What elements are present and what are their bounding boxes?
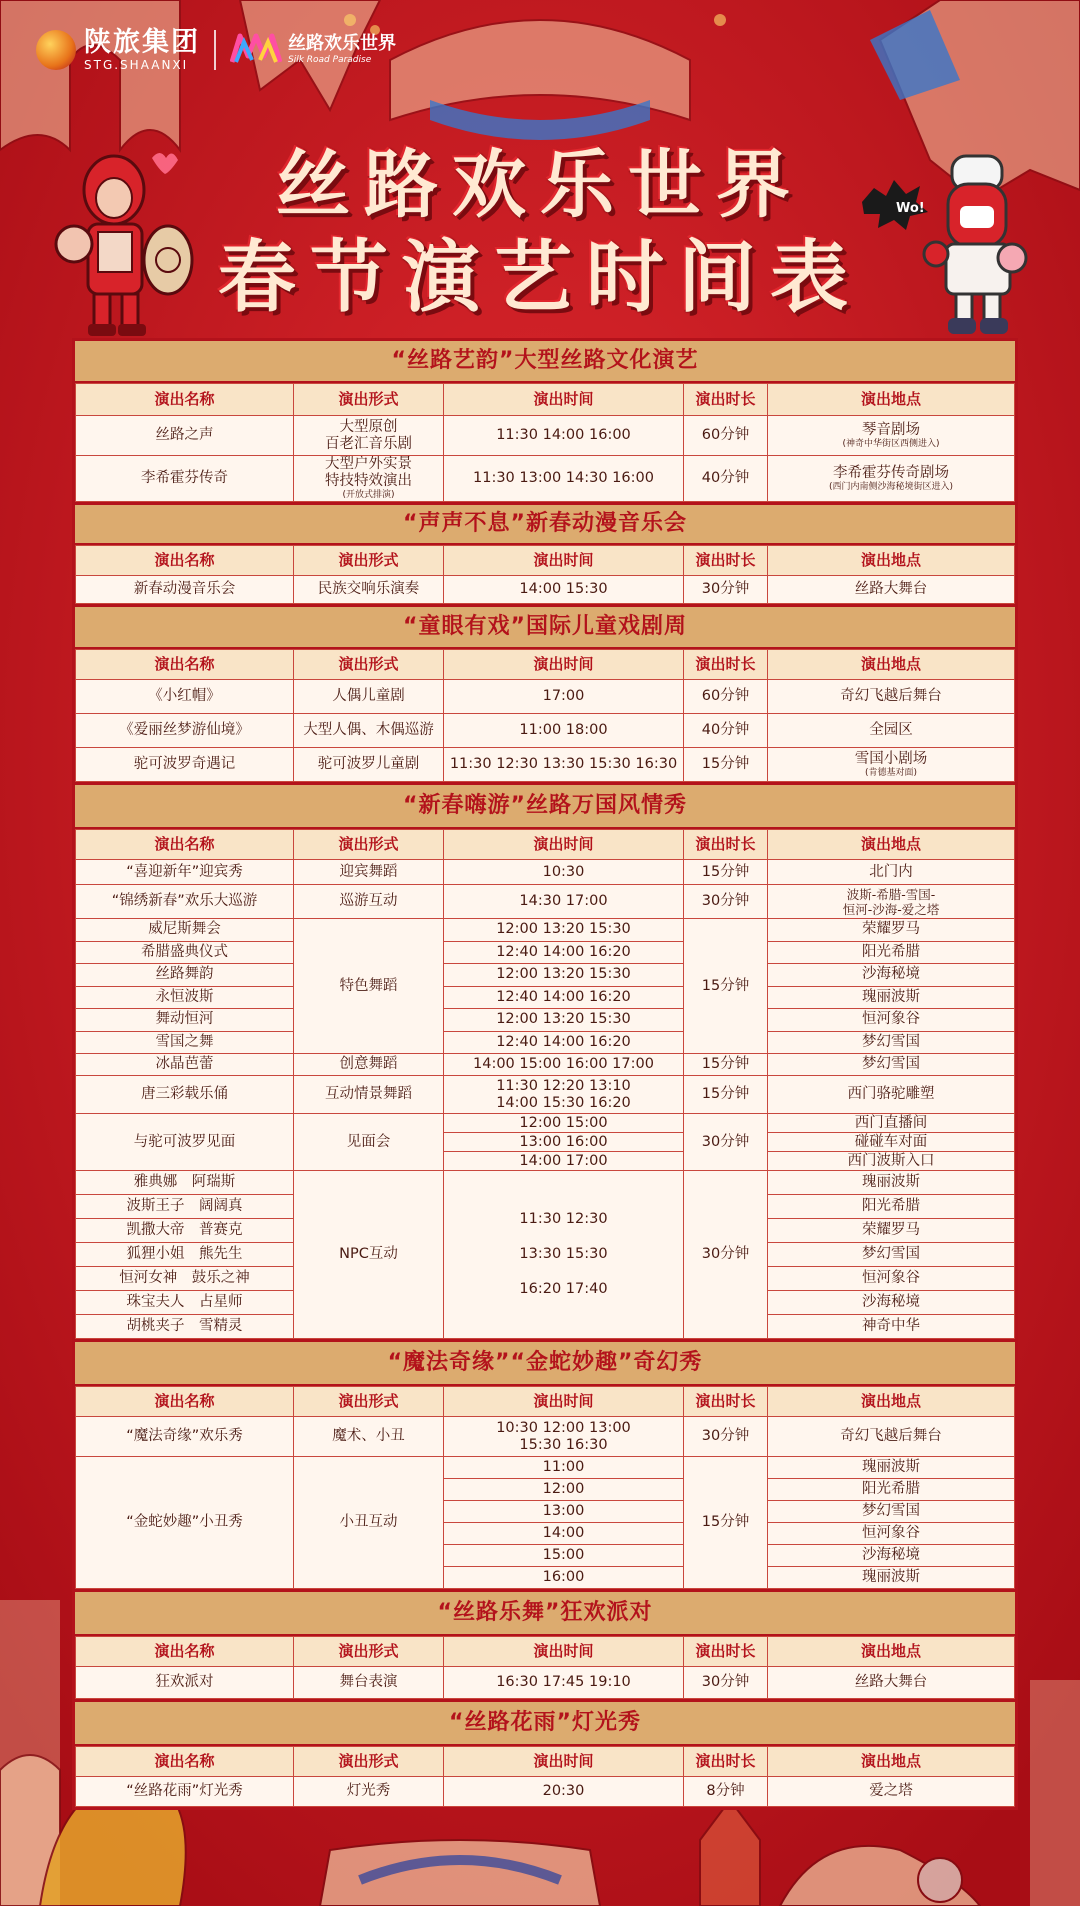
table-row [76, 714, 1015, 748]
col-name: 演出名称 [76, 1387, 294, 1417]
show-name: 胡桃夹子 雪精灵 [76, 1315, 294, 1339]
col-name: 演出名称 [76, 1637, 294, 1667]
show-place: 瑰丽波斯 [768, 1171, 1015, 1195]
section-title: “新春嗨游”丝路万国风情秀 [75, 782, 1015, 829]
section-title: “声声不息”新春动漫音乐会 [75, 502, 1015, 545]
show-place: 沙海秘境 [768, 1291, 1015, 1315]
show-name: “锦绣新春”欢乐大巡游 [76, 885, 294, 919]
show-duration: 30分钟 [684, 885, 768, 919]
col-name: 演出名称 [76, 546, 294, 576]
col-time: 演出时间 [444, 1747, 684, 1777]
section-title: “丝路艺韵”大型丝路文化演艺 [75, 341, 1015, 383]
show-place: 荣耀罗马 [768, 919, 1015, 942]
section-table [75, 1746, 1015, 1807]
show-name: 雪国之舞 [76, 1031, 294, 1054]
col-name: 演出名称 [76, 650, 294, 680]
table-row [76, 964, 1015, 987]
show-time: 10:30 12:00 13:00 15:30 16:30 [444, 1417, 684, 1457]
show-place: 沙海秘境 [768, 964, 1015, 987]
section-table [75, 545, 1015, 604]
show-place: 梦幻雪国 [768, 1054, 1015, 1076]
show-place: 李希霍芬传奇剧场 (西门内南侧沙海秘境街区进入) [768, 456, 1015, 502]
show-duration: 15分钟 [684, 1076, 768, 1114]
show-name: 希腊盛典仪式 [76, 941, 294, 964]
show-place: 雪国小剧场 (肯德基对面) [768, 748, 1015, 782]
show-time: 17:00 [444, 680, 684, 714]
col-duration: 演出时长 [684, 1747, 768, 1777]
show-form: 互动情景舞蹈 [294, 1076, 444, 1114]
show-form: 小丑互动 [294, 1457, 444, 1589]
show-duration: 30分钟 [684, 1171, 768, 1339]
show-place: 瑰丽波斯 [768, 986, 1015, 1009]
col-form: 演出形式 [294, 1747, 444, 1777]
show-form: 大型人偶、木偶巡游 [294, 714, 444, 748]
show-name: 驼可波罗奇遇记 [76, 748, 294, 782]
col-time: 演出时间 [444, 650, 684, 680]
show-time: 12:40 14:00 16:20 [444, 1031, 684, 1054]
show-name: 丝路舞韵 [76, 964, 294, 987]
section-title: “丝路花雨”灯光秀 [75, 1699, 1015, 1746]
stg-logo-en: STG.SHAANXI [84, 58, 189, 72]
show-place: 琴音剧场 (神奇中华街区西侧进入) [768, 416, 1015, 456]
show-name: “喜迎新年”迎宾秀 [76, 860, 294, 885]
show-duration: 15分钟 [684, 919, 768, 1054]
show-duration: 60分钟 [684, 416, 768, 456]
column-header-row [76, 830, 1015, 860]
show-time: 11:30 14:00 16:00 [444, 416, 684, 456]
show-form: 人偶儿童剧 [294, 680, 444, 714]
show-name: 冰晶芭蕾 [76, 1054, 294, 1076]
col-form: 演出形式 [294, 650, 444, 680]
col-place: 演出地点 [768, 650, 1015, 680]
col-duration: 演出时长 [684, 384, 768, 416]
col-time: 演出时间 [444, 1387, 684, 1417]
show-place: 西门波斯入口 [768, 1152, 1015, 1171]
show-name: 《小红帽》 [76, 680, 294, 714]
warrior-mascot [52, 140, 202, 340]
table-row [76, 1667, 1015, 1699]
show-time: 10:30 [444, 860, 684, 885]
show-name: 凯撒大帝 普赛克 [76, 1219, 294, 1243]
show-time: 14:00 [444, 1523, 684, 1545]
show-time: 16:00 [444, 1567, 684, 1589]
col-time: 演出时间 [444, 546, 684, 576]
section-title: “魔法奇缘”“金蛇妙趣”奇幻秀 [75, 1339, 1015, 1386]
show-duration: 8分钟 [684, 1777, 768, 1807]
park-logo-cn: 丝路欢乐世界 [288, 33, 396, 54]
show-time: 14:00 15:30 [444, 576, 684, 604]
table-row [76, 1054, 1015, 1076]
park-logo [230, 32, 396, 68]
show-time: 14:00 17:00 [444, 1152, 684, 1171]
show-form: 大型户外实景 特技特效演出 (开放式排演) [294, 456, 444, 502]
table-row [76, 1009, 1015, 1032]
col-place: 演出地点 [768, 1637, 1015, 1667]
show-place: 阳光希腊 [768, 941, 1015, 964]
table-row [76, 416, 1015, 456]
show-time: 12:40 14:00 16:20 [444, 986, 684, 1009]
table-row [76, 680, 1015, 714]
show-name: 舞动恒河 [76, 1009, 294, 1032]
col-place: 演出地点 [768, 1747, 1015, 1777]
col-place: 演出地点 [768, 830, 1015, 860]
show-form: 大型原创 百老汇音乐剧 [294, 416, 444, 456]
show-place: 瑰丽波斯 [768, 1457, 1015, 1479]
table-row [76, 919, 1015, 942]
col-place: 演出地点 [768, 384, 1015, 416]
section-table [75, 1636, 1015, 1699]
show-name: 丝路之声 [76, 416, 294, 456]
table-row [76, 941, 1015, 964]
column-header-row [76, 1637, 1015, 1667]
section-title: “童眼有戏”国际儿童戏剧周 [75, 604, 1015, 649]
show-time: 12:00 13:20 15:30 [444, 964, 684, 987]
show-form: NPC互动 [294, 1171, 444, 1339]
logo-divider [214, 30, 216, 70]
col-name: 演出名称 [76, 830, 294, 860]
col-place: 演出地点 [768, 546, 1015, 576]
show-name: 恒河女神 鼓乐之神 [76, 1267, 294, 1291]
show-duration: 40分钟 [684, 714, 768, 748]
show-time: 11:00 [444, 1457, 684, 1479]
wo-badge: Wo! [896, 201, 925, 216]
stg-logo-icon [36, 30, 76, 70]
show-place: 北门内 [768, 860, 1015, 885]
show-time: 14:30 17:00 [444, 885, 684, 919]
column-header-row [76, 384, 1015, 416]
table-row [76, 748, 1015, 782]
show-duration: 15分钟 [684, 1457, 768, 1589]
column-header-row [76, 650, 1015, 680]
show-duration: 15分钟 [684, 1054, 768, 1076]
table-row [76, 576, 1015, 604]
col-name: 演出名称 [76, 384, 294, 416]
show-place: 荣耀罗马 [768, 1219, 1015, 1243]
show-duration: 30分钟 [684, 576, 768, 604]
show-place: 沙海秘境 [768, 1545, 1015, 1567]
show-place: 恒河象谷 [768, 1523, 1015, 1545]
show-place: 阳光希腊 [768, 1195, 1015, 1219]
show-time: 13:00 16:00 [444, 1133, 684, 1152]
show-place: 奇幻飞越后舞台 [768, 1417, 1015, 1457]
show-name: 狐狸小姐 熊先生 [76, 1243, 294, 1267]
show-duration: 15分钟 [684, 860, 768, 885]
col-name: 演出名称 [76, 1747, 294, 1777]
page-title-line1: 丝路欢乐世界 [276, 142, 804, 228]
show-time: 13:00 [444, 1501, 684, 1523]
show-form: 创意舞蹈 [294, 1054, 444, 1076]
col-place: 演出地点 [768, 1387, 1015, 1417]
stg-logo [36, 28, 200, 72]
show-place: 西门直播间 [768, 1114, 1015, 1133]
show-name: 雅典娜 阿瑞斯 [76, 1171, 294, 1195]
logo-row [36, 20, 396, 80]
show-form: 驼可波罗儿童剧 [294, 748, 444, 782]
show-name: “魔法奇缘”欢乐秀 [76, 1417, 294, 1457]
show-time: 12:00 13:20 15:30 [444, 1009, 684, 1032]
col-duration: 演出时长 [684, 546, 768, 576]
col-time: 演出时间 [444, 384, 684, 416]
show-place: 丝路大舞台 [768, 1667, 1015, 1699]
show-name: “金蛇妙趣”小丑秀 [76, 1457, 294, 1589]
section-table [75, 383, 1015, 502]
show-name: 《爱丽丝梦游仙境》 [76, 714, 294, 748]
table-row [76, 885, 1015, 919]
show-duration: 30分钟 [684, 1114, 768, 1171]
table-row [76, 1457, 1015, 1479]
show-time: 11:30 12:30 13:30 15:30 16:30 [444, 748, 684, 782]
col-duration: 演出时长 [684, 1637, 768, 1667]
show-time: 12:40 14:00 16:20 [444, 941, 684, 964]
section-table [75, 649, 1015, 782]
show-place: 神奇中华 [768, 1315, 1015, 1339]
show-place: 梦幻雪国 [768, 1501, 1015, 1523]
show-time: 11:30 12:20 13:10 14:00 15:30 16:20 [444, 1076, 684, 1114]
show-form: 舞台表演 [294, 1667, 444, 1699]
column-header-row [76, 1387, 1015, 1417]
show-place: 瑰丽波斯 [768, 1567, 1015, 1589]
show-time: 11:30 12:30 13:30 15:30 16:20 17:40 [444, 1171, 684, 1339]
show-place: 西门骆驼雕塑 [768, 1076, 1015, 1114]
show-time: 20:30 [444, 1777, 684, 1807]
show-time: 14:00 15:00 16:00 17:00 [444, 1054, 684, 1076]
show-form: 灯光秀 [294, 1777, 444, 1807]
column-header-row [76, 546, 1015, 576]
show-time: 12:00 15:00 [444, 1114, 684, 1133]
show-name: 狂欢派对 [76, 1667, 294, 1699]
col-form: 演出形式 [294, 384, 444, 416]
show-time: 11:30 13:00 14:30 16:00 [444, 456, 684, 502]
show-place: 恒河象谷 [768, 1009, 1015, 1032]
show-duration: 40分钟 [684, 456, 768, 502]
show-name: 珠宝夫人 占星师 [76, 1291, 294, 1315]
col-form: 演出形式 [294, 546, 444, 576]
show-place: 梦幻雪国 [768, 1243, 1015, 1267]
table-row [76, 456, 1015, 502]
page-title-line2: 春节演艺时间表 [217, 232, 862, 323]
park-logo-icon [230, 32, 282, 68]
show-place: 碰碰车对面 [768, 1133, 1015, 1152]
park-logo-en: Silk Road Paradise [288, 55, 372, 65]
show-time: 15:00 [444, 1545, 684, 1567]
show-form: 民族交响乐演奏 [294, 576, 444, 604]
table-row [76, 1076, 1015, 1114]
show-form: 魔术、小丑 [294, 1417, 444, 1457]
show-place: 波斯-希腊-雪国- 恒河-沙海-爱之塔 [768, 885, 1015, 919]
col-form: 演出形式 [294, 1387, 444, 1417]
hat-mascot [860, 150, 1040, 340]
table-row [76, 1031, 1015, 1054]
table-row [76, 986, 1015, 1009]
show-form: 巡游互动 [294, 885, 444, 919]
show-time: 16:30 17:45 19:10 [444, 1667, 684, 1699]
show-place: 爱之塔 [768, 1777, 1015, 1807]
stg-logo-cn: 陕旅集团 [84, 27, 200, 58]
schedule-table [72, 338, 1018, 1810]
show-duration: 30分钟 [684, 1417, 768, 1457]
show-duration: 15分钟 [684, 748, 768, 782]
show-place: 全园区 [768, 714, 1015, 748]
show-name: “丝路花雨”灯光秀 [76, 1777, 294, 1807]
col-form: 演出形式 [294, 1637, 444, 1667]
show-duration: 60分钟 [684, 680, 768, 714]
show-name: 李希霍芬传奇 [76, 456, 294, 502]
col-time: 演出时间 [444, 830, 684, 860]
show-form: 特色舞蹈 [294, 919, 444, 1054]
section-table [75, 1386, 1015, 1589]
show-form: 迎宾舞蹈 [294, 860, 444, 885]
table-row [76, 1417, 1015, 1457]
show-name: 永恒波斯 [76, 986, 294, 1009]
show-time: 12:00 13:20 15:30 [444, 919, 684, 942]
col-form: 演出形式 [294, 830, 444, 860]
section-table [75, 829, 1015, 1339]
show-place: 阳光希腊 [768, 1479, 1015, 1501]
col-duration: 演出时长 [684, 830, 768, 860]
show-name: 唐三彩载乐俑 [76, 1076, 294, 1114]
table-row [76, 1114, 1015, 1133]
show-time: 11:00 18:00 [444, 714, 684, 748]
show-name: 波斯王子 阔阔真 [76, 1195, 294, 1219]
col-time: 演出时间 [444, 1637, 684, 1667]
col-duration: 演出时长 [684, 1387, 768, 1417]
table-row [76, 1777, 1015, 1807]
col-duration: 演出时长 [684, 650, 768, 680]
section-title: “丝路乐舞”狂欢派对 [75, 1589, 1015, 1636]
show-name: 威尼斯舞会 [76, 919, 294, 942]
show-place: 奇幻飞越后舞台 [768, 680, 1015, 714]
show-form: 见面会 [294, 1114, 444, 1171]
table-row [76, 860, 1015, 885]
show-place: 丝路大舞台 [768, 576, 1015, 604]
table-row [76, 1171, 1015, 1195]
show-name: 新春动漫音乐会 [76, 576, 294, 604]
show-name: 与驼可波罗见面 [76, 1114, 294, 1171]
column-header-row [76, 1747, 1015, 1777]
show-duration: 30分钟 [684, 1667, 768, 1699]
show-place: 恒河象谷 [768, 1267, 1015, 1291]
show-place: 梦幻雪国 [768, 1031, 1015, 1054]
show-time: 12:00 [444, 1479, 684, 1501]
